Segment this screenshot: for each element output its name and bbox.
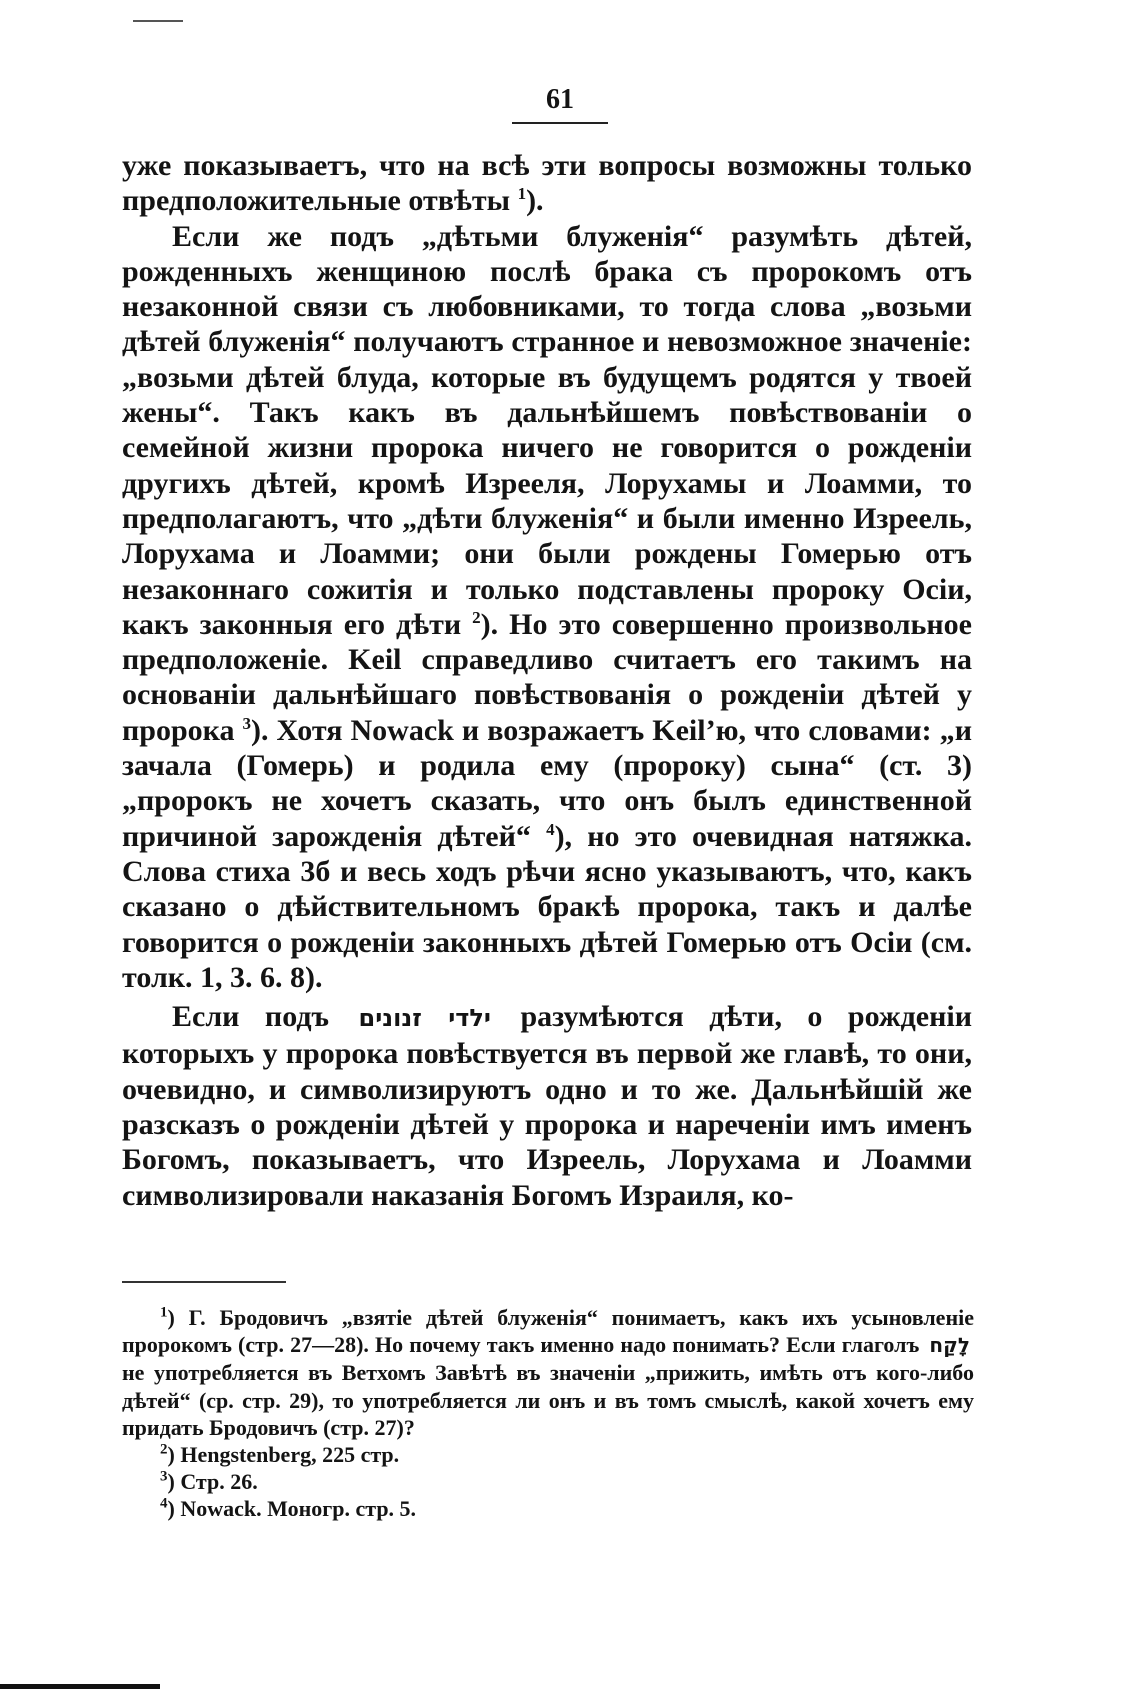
footnote-4-text: ) Nowack. Моногр. стр. 5. [167, 1496, 417, 1522]
footnote-2 [122, 1441, 974, 1468]
footnote-4-marker: 4 [160, 1496, 168, 1513]
paragraph-2-text-c: ). Хотя Nowack и возражаетъ Keil’ю, что словами: „и зачала (Гомерь) и родила ему (пророку) сына“ (ст. 3) „пророкъ не хочетъ сказать, что онъ былъ единственной причиной зарожденія дѣтей“ [122, 713, 972, 853]
footnote-2-text: ) Hengstenberg, 225 стр. [167, 1442, 400, 1468]
scan-mark-top [133, 20, 183, 22]
footnote-4 [122, 1495, 974, 1522]
body-text [122, 148, 972, 1213]
footnote-1-marker: 1 [160, 1304, 168, 1321]
paragraph-1-text-a: уже показываетъ, что на всѣ эти вопросы возможны только предположительные отвѣты [122, 149, 972, 218]
paragraph-1-text-b: ). [526, 184, 544, 218]
paragraph-2 [122, 219, 972, 996]
paragraph-2-text-d: ), но это очевидная натяжка. Слова стиха 3б и весь ходъ рѣчи ясно указываютъ, что, какъ сказано о дѣйствительномъ бракѣ пророка, такъ и далѣе говорится о рожденіи законныхъ дѣтей Гомерью отъ Осіи (см. толк. 1, 3. 6. 8). [122, 819, 972, 994]
footnote-ref-3: 3 [242, 713, 252, 733]
footnote-3-marker: 3 [160, 1468, 168, 1485]
footnote-3-text: ) Стр. 26. [167, 1469, 258, 1495]
paragraph-3-text-a: Если подъ [172, 1000, 355, 1034]
footnote-1-hebrew: לָקַח [929, 1333, 970, 1358]
paragraph-1 [122, 148, 972, 219]
header-rule [512, 122, 608, 124]
footnote-1 [122, 1304, 974, 1441]
footnotes [122, 1304, 974, 1523]
footnote-ref-1: 1 [517, 184, 527, 204]
paragraph-2-text-a: Если же подъ „дѣтьми блуженія“ разумѣть дѣтей, рожденныхъ женщиною послѣ брака съ пророкомъ отъ незаконной связи съ любовниками, то тогда слова „возьми дѣтей блуженія“ получаютъ странное и невозможное значеніе: „возьми дѣтей блуда, которые въ будущемъ родятся у твоей жены“. Такъ какъ въ дальнѣйшемъ повѣствованіи о семейной жизни пророка ничего не говорится о рожденіи другихъ дѣтей, кромѣ Изрееля, Лорухамы и Лоамми, то предполагаютъ, что „дѣти блуженія“ и были именно Изреель, Лорухама и Лоамми; они были рождены Гомерью отъ незаконнаго сожитія и только подставлены пророку Осіи, какъ законныя его дѣти [122, 219, 972, 641]
hebrew-phrase: ילדי זנונים [358, 1004, 491, 1033]
footnote-ref-2: 2 [472, 607, 481, 627]
footnote-3 [122, 1468, 974, 1495]
footnote-2-marker: 2 [160, 1441, 168, 1458]
paragraph-2-text-b: ). Но это совершенно произвольное предположеніе. Keil справедливо считаетъ его такимъ на основаніи дальнѣйшаго повѣствованія о рожденіи дѣтей у пророка [122, 607, 972, 747]
footnote-1-text-a: ) Г. Бродовичъ „взятіе дѣтей блуженія“ понимаетъ, какъ ихъ усыновленіе пророкомъ (стр. 27—28). Но почему такъ именно надо понимать? Если глаголъ [122, 1305, 974, 1358]
footnote-rule [122, 1281, 286, 1283]
paragraph-3-text-b: разумѣются дѣти, о рожденіи которыхъ у пророка повѣствуется въ первой же главѣ, то они, очевидно, и символизируютъ одно и то же. Дальнѣйшій же разсказъ о рожденіи дѣтей у пророка и нареченіи имъ именъ Богомъ, показываетъ, что Изреель, Лорухама и Лоамми символизировали наказанія Богомъ Израиля, ко- [122, 1000, 972, 1212]
page-number: 61 [546, 84, 574, 115]
paragraph-3 [122, 999, 972, 1213]
footnote-1-text-b: не употребляется въ Ветхомъ Завѣтѣ въ значеніи „прижить, имѣть отъ кого-либо дѣтей“ (ср. стр. 29), то употребляется ли онъ и въ томъ смыслѣ, какой хочетъ ему придать Бродовичъ (стр. 27)? [122, 1360, 974, 1440]
footnote-ref-4: 4 [546, 819, 555, 839]
scan-mark-bottom [0, 1684, 160, 1689]
